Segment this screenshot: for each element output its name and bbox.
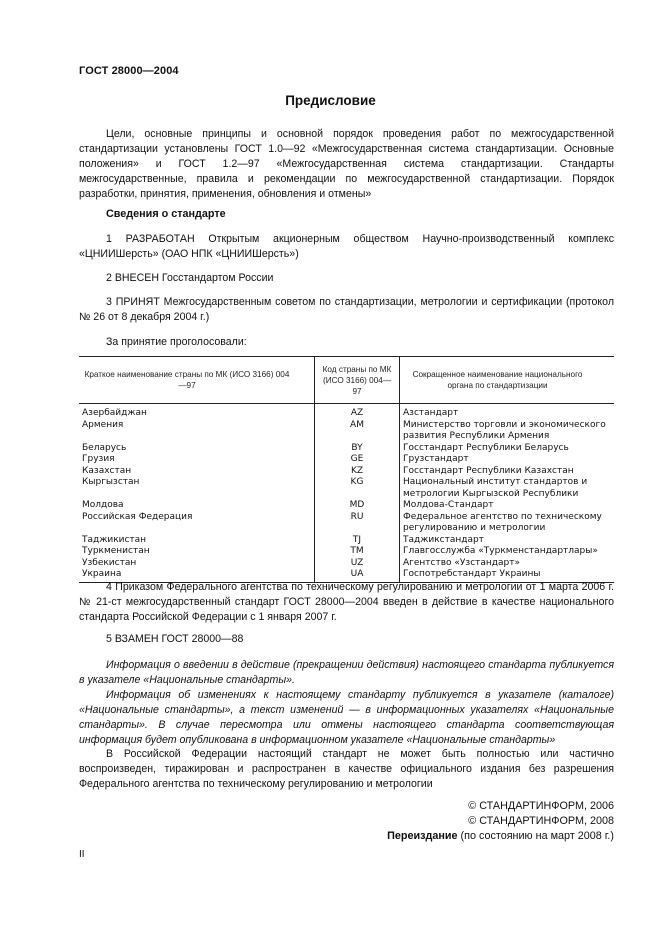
intro-paragraph: Цели, основные принципы и основной порядок проведения работ по межгосударственной стандартизации установлены ГОСТ 1.0—92 «Межгосударственная система стандартизации. Основные положения» и ГОСТ 1.2—97 «Межгосударственная система стандартизации. Стандарты межгосударственные, правила и рекомендации по межгосударственной стандартизации. Порядок разработки, принятия, применения, обновления и отмены» — [79, 128, 614, 200]
country-cell: Молдова — [82, 500, 124, 510]
body-cell: Грузстандарт — [403, 454, 469, 464]
country-cell: Узбекистан — [82, 557, 137, 568]
body-cell: Госстандарт Республики Казахстан — [403, 465, 574, 476]
table-row — [79, 558, 614, 570]
body-cell: Агентство «Узстандарт» — [403, 557, 520, 568]
body-cell: Национальный институт стандартов и метрологии Кыргызской Республики — [403, 477, 588, 499]
code-cell: RU — [315, 512, 400, 535]
vote-caption: За принятие проголосовали: — [106, 336, 247, 348]
reissue-note: (по состоянию на март 2008 г.) — [457, 830, 614, 842]
item-3-adopted: 3 ПРИНЯТ Межгосударственным советом по стандартизации, метрологии и сертификации (протокол № 26 от 8 декабря 2004 г.) — [79, 296, 614, 323]
table-row — [79, 404, 614, 420]
body-cell: Молдова-Стандарт — [403, 500, 494, 510]
document-code-header: ГОСТ 28000—2004 — [79, 65, 179, 77]
code-cell: TM — [315, 546, 400, 558]
copyright-2006: © СТАНДАРТИНФОРМ, 2006 — [468, 800, 614, 812]
voting-countries-table — [79, 356, 614, 583]
code-cell: BY — [315, 443, 400, 455]
info-paragraph-changes: Информация об изменениях к настоящему стандарту публикуется в указателе (каталоге) «Национальные стандарты», а текст изменений — в информационных указателях «Национальные стандарты». В случае пересмотра или отмены настоящего стандарта соответствующая информация будет опубликована в информационном указателе «Национальные стандарты» — [79, 689, 614, 746]
country-cell: Армения — [82, 419, 124, 430]
table-row — [79, 512, 614, 535]
table-row — [79, 535, 614, 547]
column-header-body: Сокращенное наименование национального органа по стандартизации — [400, 357, 615, 404]
body-cell: Министерство торговли и экономического развития Республики Армения — [403, 419, 606, 441]
page-title: Предисловие — [285, 93, 376, 108]
body-cell: Таджикстандарт — [403, 534, 484, 545]
code-cell: GE — [315, 454, 400, 466]
code-cell: AZ — [315, 404, 400, 420]
page-number: II — [79, 849, 85, 860]
column-header-country: Краткое наименование страны по МК (ИСО 3166) 004—97 — [79, 357, 315, 404]
table-row — [79, 477, 614, 500]
reissue-label: Переиздание — [387, 830, 458, 842]
table-row — [79, 420, 614, 443]
code-cell: TJ — [315, 535, 400, 547]
body-cell: Госпотребстандарт Украины — [400, 569, 615, 582]
body-cell: Федеральное агентство по техническому регулированию и метрологии — [403, 511, 602, 533]
reissue-line — [387, 829, 614, 844]
item-4-order: 4 Приказом Федерального агентства по техническому регулированию и метрологии от 1 марта 2006 г. № 21-ст межгосударственный стандарт ГОСТ 28000—2004 введен в действие в качестве национального стандарта Российской Федерации с 1 января 2007 г. — [79, 581, 614, 623]
table-row — [79, 500, 614, 512]
table-row — [79, 466, 614, 478]
country-cell: Украина — [79, 569, 315, 582]
code-cell: KZ — [315, 466, 400, 478]
country-cell: Азербайджан — [82, 408, 147, 418]
table-row — [79, 443, 614, 455]
code-cell: UA — [315, 569, 400, 582]
code-cell: UZ — [315, 558, 400, 570]
item-5-replaces: 5 ВЗАМЕН ГОСТ 28000—88 — [106, 633, 244, 645]
section-heading: Сведения о стандарте — [106, 208, 226, 220]
country-cell: Туркменистан — [82, 546, 150, 556]
table-header-row — [79, 357, 614, 404]
country-cell: Казахстан — [82, 465, 132, 476]
table-row — [79, 546, 614, 558]
table-row — [79, 454, 614, 466]
rf-reproduction-note: В Российской Федерации настоящий стандарт не может быть полностью или частично воспроизведен, тиражирован и распространен в качестве официального издания без разрешения Федерального агентства по техническому регулированию и метрологии — [79, 748, 614, 790]
item-1-developed: 1 РАЗРАБОТАН Открытым акционерным обществом Научно-производственный комплекс «ЦНИИШерсть» (ОАО НПК «ЦНИИШерсть») — [79, 233, 614, 260]
country-cell: Беларусь — [82, 442, 127, 453]
body-cell: Главгосслужба «Туркменстандартлары» — [403, 546, 598, 556]
country-cell: Грузия — [82, 454, 115, 464]
body-cell: Госстандарт Республики Беларусь — [403, 442, 569, 453]
column-header-code: Код страны по МК (ИСО 3166) 004—97 — [315, 357, 400, 404]
country-cell: Российская Федерация — [82, 511, 193, 522]
info-paragraph-introduction: Информация о введении в действие (прекращении действия) настоящего стандарта публикуется в указателе «Национальные стандарты». — [79, 659, 614, 686]
body-cell: Азстандарт — [403, 408, 459, 418]
country-cell: Таджикистан — [82, 534, 147, 545]
code-cell: MD — [315, 500, 400, 512]
code-cell: KG — [315, 477, 400, 500]
copyright-2008: © СТАНДАРТИНФОРМ, 2008 — [468, 815, 614, 827]
country-cell: Кыргызстан — [82, 477, 140, 487]
item-2-introduced: 2 ВНЕСЕН Госстандартом России — [106, 272, 274, 284]
code-cell: AM — [315, 420, 400, 443]
